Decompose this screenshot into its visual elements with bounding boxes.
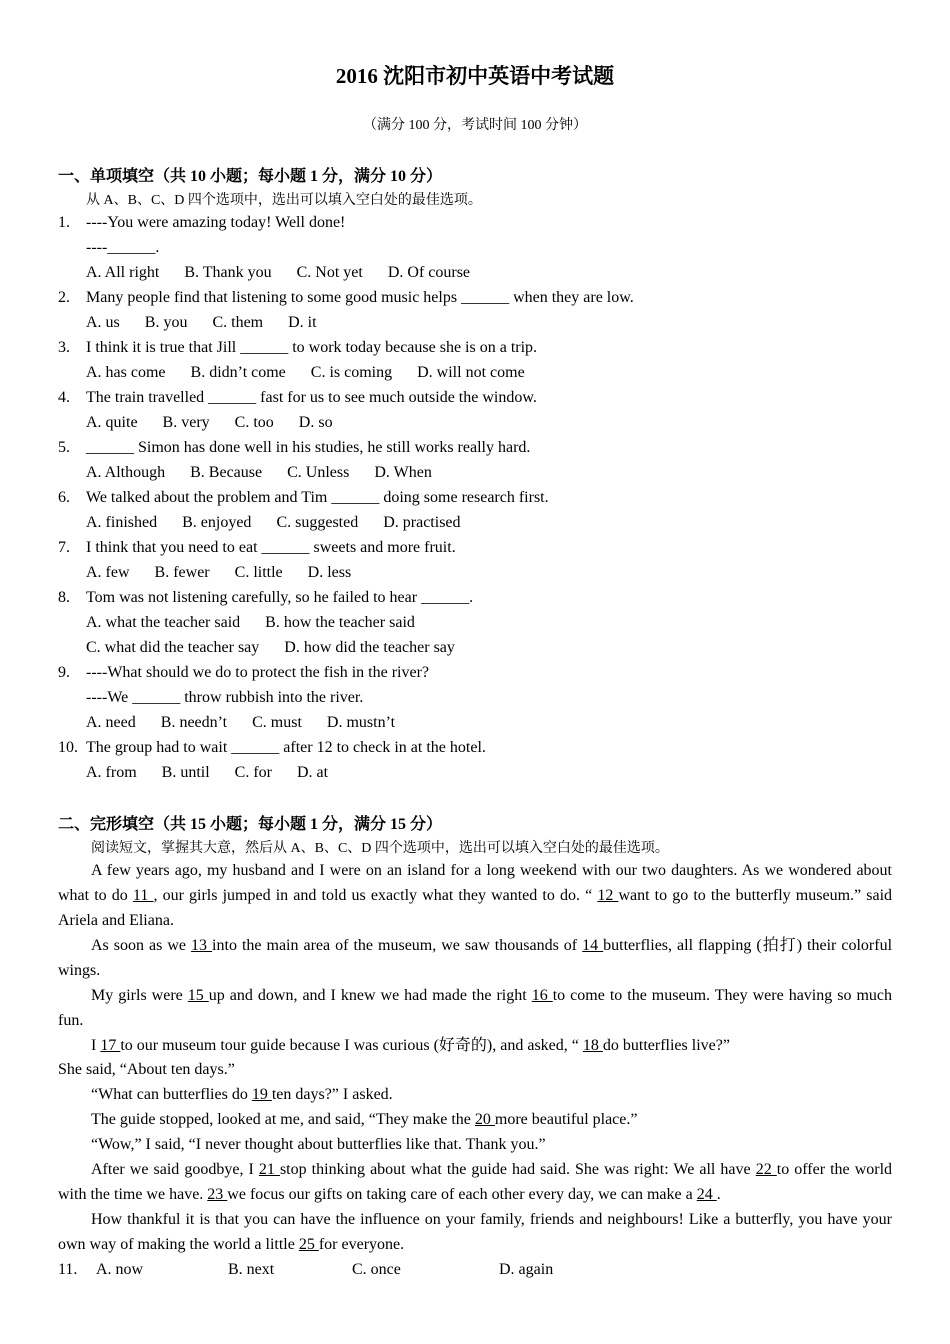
question-stem: Tom was not listening carefully, so he failed to hear ______.	[86, 589, 474, 606]
blank-19: 19	[251, 1086, 272, 1103]
option-d: D. at	[297, 764, 329, 781]
page-title: 2016 沈阳市初中英语中考试题	[335, 64, 615, 88]
option-b: B. next	[228, 1261, 275, 1278]
option-a: A. quite	[86, 414, 138, 431]
blank-22: 22	[755, 1161, 777, 1178]
question-number: 7.	[58, 539, 70, 556]
option-d: D. less	[307, 564, 352, 581]
option-b: B. how the teacher said	[265, 614, 415, 631]
passage-line-8: “Wow,” I said, “I never thought about butterflies like that. Thank you.”	[91, 1136, 546, 1153]
option-d: D. mustn’t	[326, 714, 396, 731]
option-c: C. Not yet	[296, 264, 363, 281]
options-row	[86, 413, 358, 433]
option-a: A. need	[86, 714, 136, 731]
question-number: 10.	[58, 739, 78, 756]
option-a: A. Although	[86, 464, 166, 481]
question-number: 8.	[58, 589, 70, 606]
blank-13: 13	[191, 937, 213, 954]
option-a: A. us	[86, 314, 120, 331]
question-stem: The train travelled ______ fast for us to see much outside the window.	[86, 389, 537, 406]
question-stem: Many people find that listening to some good music helps ______ when they are low.	[86, 289, 634, 306]
option-d: D. Of course	[387, 264, 471, 281]
option-b: B. you	[144, 314, 188, 331]
option-b: B. fewer	[154, 564, 210, 581]
passage-paragraph-1: A few years ago, my husband and I were on an island for a long weekend with our two daughters. As we wondered about what to do 11 , our girls jumped in and told us exactly what they wanted to do. “ 12 want to go to the butterfly museum.” said Ariela and Eliana.	[58, 862, 893, 929]
option-c: C. what did the teacher say	[86, 639, 260, 656]
blank-14: 14	[582, 937, 604, 954]
question-number: 1.	[58, 214, 70, 231]
blank-24: 24	[696, 1186, 717, 1203]
option-c: C. little	[234, 564, 283, 581]
question-stem: I think that you need to eat ______ sweets and more fruit.	[86, 539, 456, 556]
option-b: B. Because	[190, 464, 263, 481]
option-a: A. finished	[86, 514, 158, 531]
page-subtitle: （满分 100 分，考试时间 100 分钟）	[363, 118, 587, 133]
blank-15: 15	[187, 987, 209, 1004]
question-11	[58, 1260, 77, 1280]
option-c: C. once	[352, 1261, 401, 1278]
passage-line-7: The guide stopped, looked at me, and said, “They make the 20 more beautiful place.”	[91, 1111, 638, 1128]
options-row	[86, 263, 495, 283]
option-c: C. for	[234, 764, 272, 781]
passage-paragraph-4: I 17 to our museum tour guide because I was curious (好奇的), and asked, “ 18 do butterflies live?”	[91, 1037, 730, 1054]
options-row	[86, 513, 486, 533]
option-c: C. is coming	[310, 364, 393, 381]
question-stem: The group had to wait ______ after 12 to check in at the hotel.	[86, 739, 486, 756]
section1-instruction: 从 A、B、C、D 四个选项中，选出可以填入空白处的最佳选项。	[86, 193, 482, 208]
question-stem: I think it is true that Jill ______ to work today because she is on a trip.	[86, 339, 538, 356]
options-row	[86, 713, 420, 733]
passage-line-6: “What can butterflies do 19 ten days?” I asked.	[91, 1086, 393, 1103]
option-d: D. it	[288, 314, 317, 331]
option-a: A. All right	[86, 264, 160, 281]
option-b: B. very	[162, 414, 210, 431]
section2-heading: 二、完形填空（共 15 小题；每小题 1 分，满分 15 分）	[58, 816, 443, 833]
option-d: D. practised	[383, 514, 461, 531]
option-a: A. what the teacher said	[86, 614, 241, 631]
option-a: A. has come	[86, 364, 166, 381]
options-row	[86, 613, 440, 633]
option-a: A. few	[86, 564, 130, 581]
option-b: B. until	[161, 764, 210, 781]
option-b: B. didn’t come	[190, 364, 286, 381]
options-row	[86, 463, 457, 483]
question-stem: ----You were amazing today! Well done!	[86, 214, 346, 231]
passage-paragraph-9: After we said goodbye, I 21 stop thinking about what the guide had said. She was right: We all have 22 to offer the world with the time we have. 23 we focus our gifts on taking care of each other every day, we can make a 24 .	[58, 1161, 893, 1203]
question-number: 6.	[58, 489, 70, 506]
blank-16: 16	[531, 987, 553, 1004]
option-c: C. too	[234, 414, 274, 431]
option-c: C. suggested	[276, 514, 359, 531]
option-d: D. will not come	[417, 364, 525, 381]
blank-11: 11	[132, 887, 154, 904]
options-row	[86, 638, 480, 658]
blank-23: 23	[207, 1186, 228, 1203]
option-b: B. needn’t	[160, 714, 228, 731]
blank-25: 25	[298, 1236, 319, 1253]
blank-12: 12	[597, 887, 619, 904]
options-row	[86, 313, 342, 333]
passage-paragraph-10: How thankful it is that you can have the influence on your family, friends and neighbours! Like a butterfly, you have your own way of making the world a little 25 for everyone.	[58, 1211, 892, 1253]
option-d: D. so	[298, 414, 333, 431]
question-stem: ______ Simon has done well in his studies, he still works really hard.	[86, 439, 531, 456]
option-b: B. Thank you	[184, 264, 272, 281]
section2-instruction: 阅读短文，掌握其大意，然后从 A、B、C、D 四个选项中，选出可以填入空白处的最佳选项。	[91, 841, 669, 856]
question-stem: We talked about the problem and Tim ______ doing some research first.	[86, 489, 549, 506]
question-number: 9.	[58, 664, 70, 681]
passage-paragraph-2: As soon as we 13 into the main area of the museum, we saw thousands of 14 butterflies, all flapping (拍打) their colorful wings.	[58, 937, 893, 979]
options-row	[86, 563, 376, 583]
passage-line-5: She said, “About ten days.”	[58, 1061, 235, 1078]
blank-17: 17	[100, 1037, 121, 1054]
blank-21: 21	[258, 1161, 280, 1178]
blank-18: 18	[582, 1037, 603, 1054]
question-number: 4.	[58, 389, 70, 406]
question-number: 3.	[58, 339, 70, 356]
question-stem: ----What should we do to protect the fish in the river?	[86, 664, 429, 681]
option-d: D. how did the teacher say	[284, 639, 455, 656]
option-d: D. When	[374, 464, 432, 481]
blank-20: 20	[474, 1111, 495, 1128]
option-a: A. now	[96, 1261, 144, 1278]
options-row	[86, 763, 353, 783]
section1-heading: 一、单项填空（共 10 小题；每小题 1 分，满分 10 分）	[58, 168, 443, 185]
options-row	[86, 363, 550, 383]
passage-paragraph-3: My girls were 15 up and down, and I knew we had made the right 16 to come to the museum. They were having so much fun.	[58, 987, 893, 1029]
option-c: C. Unless	[287, 464, 350, 481]
question-stem: ----We ______ throw rubbish into the river.	[86, 689, 364, 706]
question-number: 2.	[58, 289, 70, 306]
option-a: A. from	[86, 764, 137, 781]
question-number: 11.	[58, 1261, 78, 1278]
option-c: C. must	[252, 714, 302, 731]
option-b: B. enjoyed	[182, 514, 252, 531]
question-stem: ----______.	[86, 239, 160, 256]
option-c: C. them	[212, 314, 264, 331]
question-number: 5.	[58, 439, 70, 456]
option-d: D. again	[499, 1261, 554, 1278]
